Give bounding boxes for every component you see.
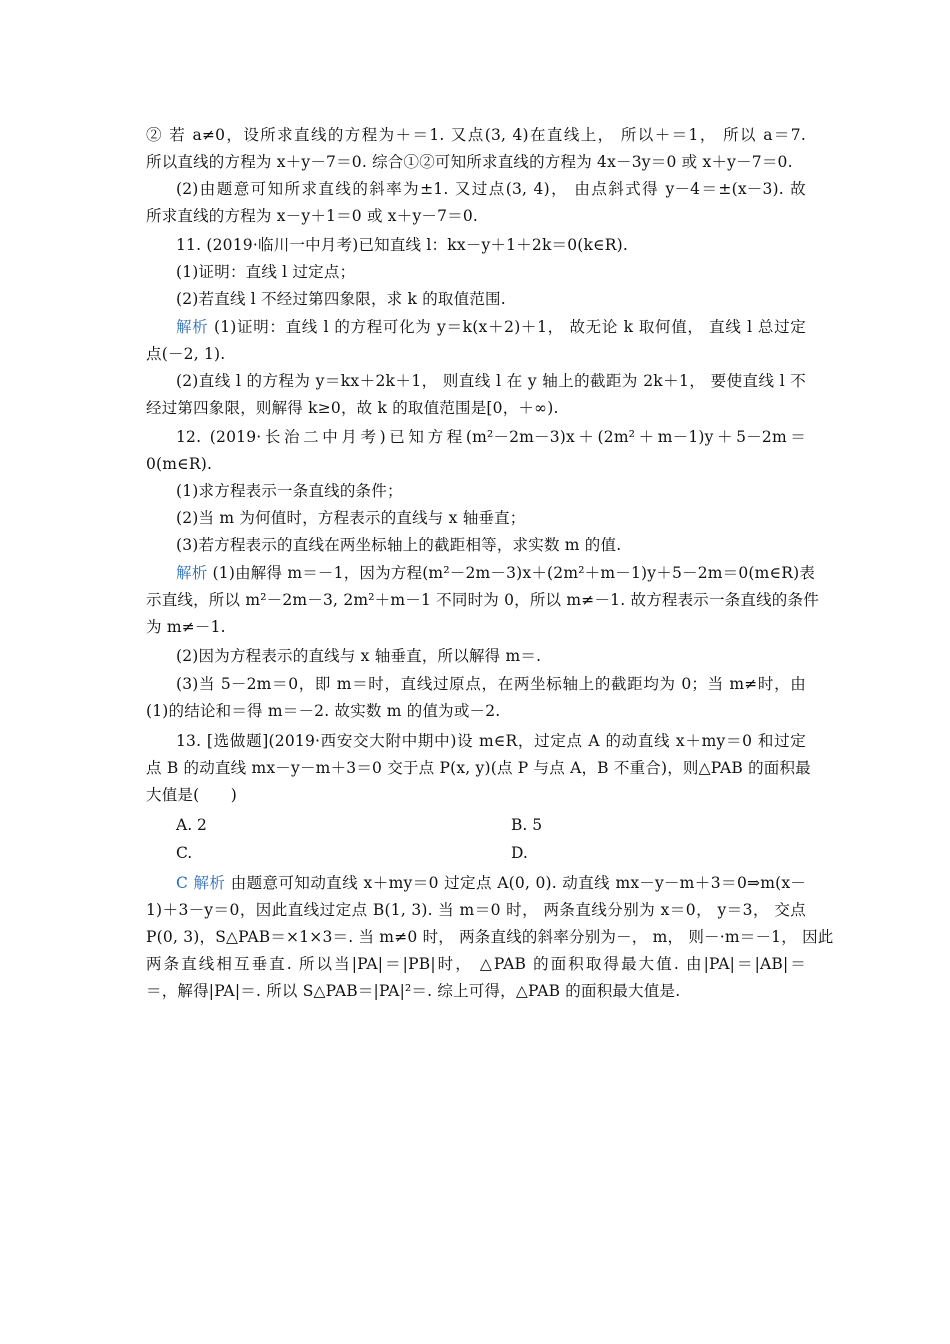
problem-12-part-2: (2)当 m 为何值时，方程表示的直线与 x 轴垂直； <box>176 509 526 527</box>
problem-11-part-1: (1)证明：直线 l 过定点； <box>176 263 356 281</box>
paragraph-line: 所以直线的方程为 x＋y－7＝0. 综合①②可知所求直线的方程为 4x－3y＝0 或 x＋y－7＝0. <box>146 153 793 171</box>
option-c: C. <box>176 844 193 862</box>
problem-12-stem: 12. (2019·长治二中月考)已知方程(m²－2m－3)x＋(2m²＋m－1)y＋5－2m＝ <box>176 428 806 446</box>
option-b: B. 5 <box>511 816 543 834</box>
solution-text: 由题意可知动直线 x＋my＝0 过定点 A(0, 0). 动直线 mx－y－m＋3＝0⇒m(x－ <box>230 874 806 892</box>
paragraph-line: 示直线，所以 m²－2m－3, 2m²＋m－1 不同时为 0，所以 m≠－1. 故方程表示一条直线的条件 <box>146 591 819 609</box>
paragraph-line: 1)＋3－y＝0，因此直线过定点 B(1, 3). 当 m＝0 时， 两条直线分别为 x＝0， y＝3， 交点 <box>146 901 806 919</box>
solution-line <box>176 872 806 894</box>
paragraph-line: ＝，解得|PA|＝. 所以 S△PAB＝|PA|²＝. 综上可得，△PAB 的面积最大值是. <box>146 982 681 1000</box>
option-d: D. <box>511 844 528 862</box>
paragraph-line: (2)直线 l 的方程为 y＝kx＋2k＋1， 则直线 l 在 y 轴上的截距为 2k＋1， 要使直线 l 不 <box>176 372 806 390</box>
paragraph-line: 为 m≠－1. <box>146 618 226 636</box>
paragraph-line: (2)由题意可知所求直线的斜率为±1. 又过点(3, 4)， 由点斜式得 y－4＝±(x－3). 故 <box>176 180 806 198</box>
paragraph-line: P(0, 3)，S△PAB＝×1×3＝. 当 m≠0 时， 两条直线的斜率分别为－， m， 则－·m＝－1， 因此 <box>146 928 834 946</box>
solution-text: (1)证明：直线 l 的方程可化为 y＝k(x＋2)＋1， 故无论 k 取何值， 直线 l 总过定 <box>214 318 806 336</box>
solution-text: (1)由解得 m＝－1，因为方程(m²－2m－3)x＋(2m²＋m－1)y＋5－2m＝0(m∈R)表 <box>212 564 816 582</box>
solution-line <box>176 562 816 584</box>
problem-13-stem: 13. [选做题](2019·西安交大附中期中)设 m∈R，过定点 A 的动直线 x＋my＝0 和过定 <box>176 732 806 750</box>
problem-11-part-2: (2)若直线 l 不经过第四象限，求 k 的取值范围. <box>176 290 506 308</box>
paragraph-line: (1)的结论和＝得 m＝－2. 故实数 m 的值为或－2. <box>146 702 501 720</box>
paragraph-line: ② 若 a≠0，设所求直线的方程为＋＝1. 又点(3, 4)在直线上， 所以＋＝1， 所以 a＝7. <box>146 126 806 144</box>
paragraph-line: 经过第四象限，则解得 k≥0，故 k 的取值范围是[0，＋∞). <box>146 399 559 417</box>
paragraph-line: 点 B 的动直线 mx－y－m＋3＝0 交于点 P(x, y)(点 P 与点 A，B 不重合)，则△PAB 的面积最 <box>146 759 811 777</box>
paragraph-line: (3)当 5－2m＝0，即 m＝时，直线过原点，在两坐标轴上的截距均为 0；当 m≠时，由 <box>176 675 806 693</box>
solution-label: 解析 <box>176 318 209 336</box>
problem-12-part-1: (1)求方程表示一条直线的条件； <box>176 482 403 500</box>
solution-label: 解析 <box>193 874 226 892</box>
paragraph-line: 0(m∈R). <box>146 455 213 473</box>
solution-line <box>176 316 806 338</box>
paragraph-line: 点(－2, 1). <box>146 345 226 363</box>
paragraph-line: 大值是( ) <box>146 786 237 804</box>
option-a: A. 2 <box>176 816 207 834</box>
problem-12-part-3: (3)若方程表示的直线在两坐标轴上的截距相等，求实数 m 的值. <box>176 536 622 554</box>
paragraph-line: (2)因为方程表示的直线与 x 轴垂直，所以解得 m＝. <box>176 647 542 665</box>
solution-label: 解析 <box>176 564 208 582</box>
problem-11-stem: 11. (2019·临川一中月考)已知直线 l：kx－y＋1＋2k＝0(k∈R). <box>176 236 629 254</box>
paragraph-line: 所求直线的方程为 x－y＋1＝0 或 x＋y－7＝0. <box>146 207 479 225</box>
answer-letter: C <box>176 874 189 892</box>
paragraph-line: 两条直线相互垂直. 所以当|PA|＝|PB|时， △PAB 的面积取得最大值. 由|PA|＝|AB|＝ <box>146 955 806 973</box>
